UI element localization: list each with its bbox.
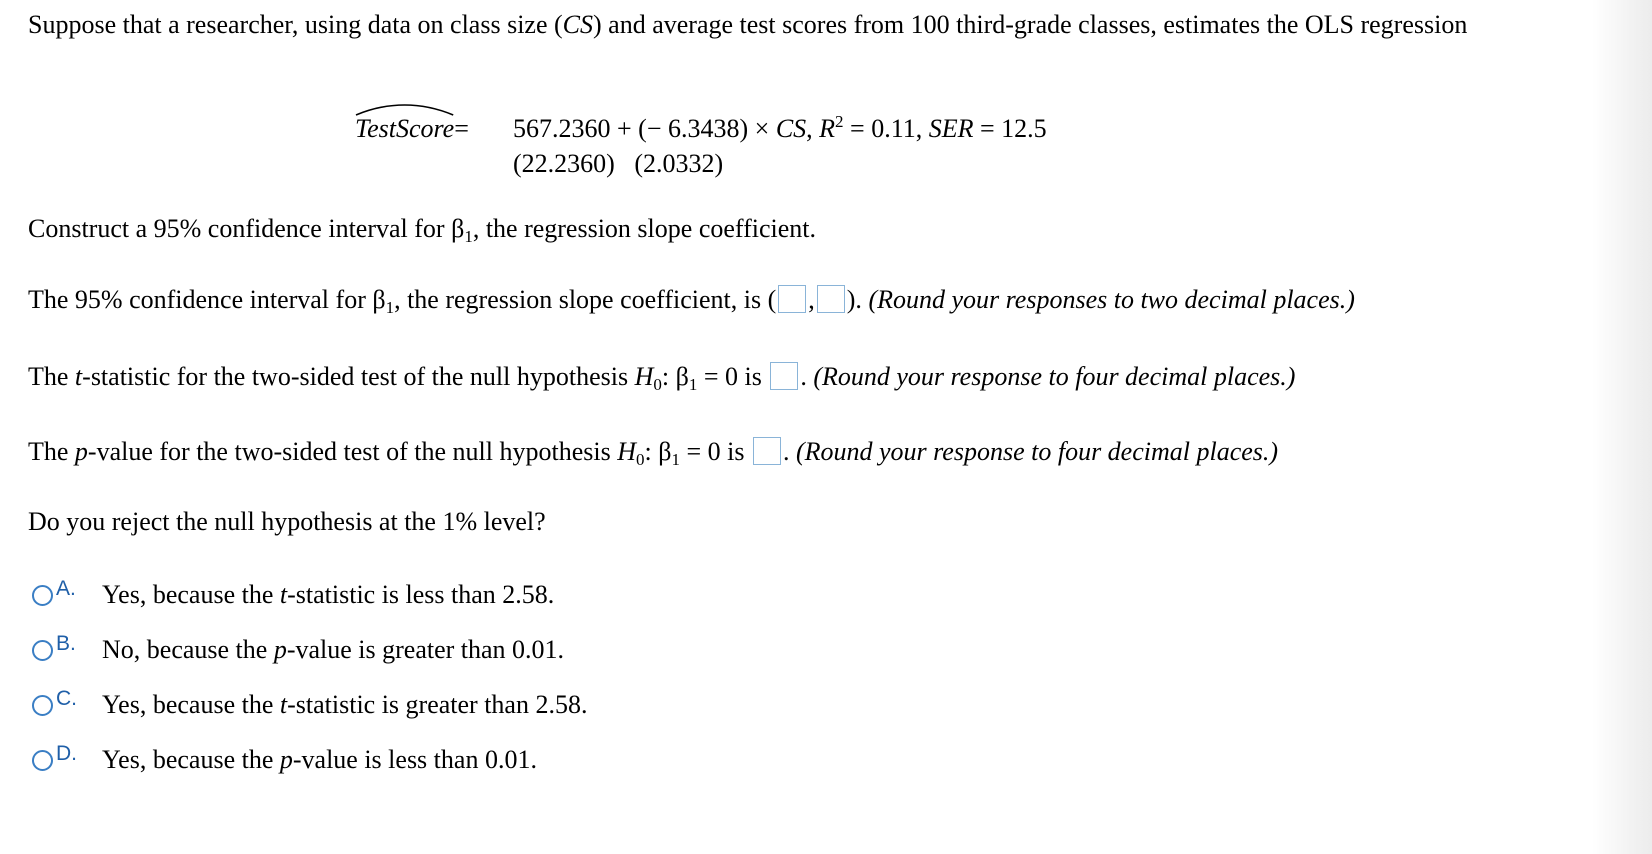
option-a-text-b: -statistic is less than 2.58. <box>287 580 555 609</box>
t-period: . <box>800 362 807 391</box>
ci-comma: , <box>808 285 815 314</box>
t-stat-question <box>28 362 1295 392</box>
r-label: R <box>819 114 836 143</box>
p-text-a: The <box>28 437 75 466</box>
option-c[interactable] <box>32 687 588 720</box>
p-ital: p <box>74 437 88 466</box>
p-h-sub: 0 <box>635 450 645 469</box>
testscore-hat <box>355 114 454 144</box>
p-text-d: = 0 is <box>679 437 745 466</box>
option-d[interactable] <box>32 742 537 775</box>
ci-text-a: The 95% confidence interval for β <box>28 285 386 314</box>
intro-text-a: Suppose that a researcher, using data on class size ( <box>28 10 563 39</box>
question-intro <box>28 8 1558 41</box>
construct-text-b: , the regression slope coefficient. <box>472 214 816 243</box>
option-b-radio[interactable] <box>32 640 53 661</box>
se-slope: (2.0332) <box>634 149 724 178</box>
option-b-text-a: No, because the <box>102 635 274 664</box>
page-scroll-gutter <box>1592 0 1652 854</box>
option-c-text-b: -statistic is greater than 2.58. <box>287 690 588 719</box>
ci-text-b: , the regression slope coefficient, is ( <box>394 285 777 314</box>
equals-sign: = <box>454 114 469 143</box>
construct-text-a: Construct a 95% confidence interval for β <box>28 214 465 243</box>
t-beta-sub: 1 <box>688 375 698 394</box>
option-d-radio[interactable] <box>32 750 53 771</box>
beta-sub: 1 <box>464 227 473 246</box>
ci-lower-input[interactable] <box>778 285 806 313</box>
option-c-text <box>102 690 587 720</box>
t-text-b: -statistic for the two-sided test of the null hypothesis <box>82 362 635 391</box>
reject-question: Do you reject the null hypothesis at the 1% level? <box>28 507 546 536</box>
option-a-radio[interactable] <box>32 585 53 606</box>
equation-cs: CS <box>775 114 807 143</box>
intercept-and-slope: 567.2360 + (− 6.3438) × <box>513 114 776 143</box>
ser-label: SER <box>928 114 974 143</box>
t-text-c: : β <box>661 362 689 391</box>
option-b-text <box>102 635 564 665</box>
question-content <box>28 8 1588 41</box>
ser-value: = 12.5 <box>973 114 1047 143</box>
option-c-radio[interactable] <box>32 695 53 716</box>
option-a-ital: t <box>279 580 288 609</box>
option-d-text <box>102 745 537 775</box>
r-squared-sup: 2 <box>835 112 844 131</box>
option-d-text-b: -value is less than 0.01. <box>292 745 537 774</box>
ci-question <box>28 285 1355 315</box>
se-intercept: (22.2360) <box>513 149 615 178</box>
option-b-ital: p <box>273 635 287 664</box>
p-text-b: -value for the two-sided test of the null hypothesis <box>87 437 618 466</box>
intro-text-b: ) and average test scores from 100 third-grade classes, estimates the OLS regression <box>593 10 1468 39</box>
r-value: = 0.11, <box>843 114 929 143</box>
p-period: . <box>782 437 790 466</box>
t-text-a: The <box>28 362 75 391</box>
t-h: H <box>634 362 654 391</box>
option-b[interactable] <box>32 632 565 665</box>
construct-instruction <box>28 214 816 244</box>
equation-rhs: 567.2360 + (− 6.3438) × CS, $R^2 = 0.11$, SER = 12.5 <box>513 112 1047 143</box>
option-d-text-a: Yes, because the <box>102 745 280 774</box>
t-stat-input[interactable] <box>770 362 798 390</box>
t-h-sub: 0 <box>653 375 662 394</box>
p-beta-sub: 1 <box>671 450 680 469</box>
t-text-d: = 0 is <box>697 362 762 391</box>
standard-errors <box>513 149 723 179</box>
option-b-letter: B. <box>56 632 76 655</box>
p-value-question <box>28 437 1278 467</box>
option-a-letter: A. <box>56 577 76 600</box>
option-c-ital: t <box>279 690 288 719</box>
hat-accent-icon <box>355 104 454 116</box>
p-value-input[interactable] <box>753 437 781 465</box>
option-c-letter: C. <box>56 687 77 710</box>
option-a-text-a: Yes, because the <box>102 580 280 609</box>
ci-close: ). <box>846 285 862 314</box>
intro-cs: CS <box>562 10 594 39</box>
option-d-ital: p <box>279 745 293 774</box>
equation-lhs <box>355 114 469 144</box>
p-text-c: : β <box>644 437 672 466</box>
option-b-text-b: -value is greater than 0.01. <box>286 635 565 664</box>
option-a[interactable] <box>32 577 555 610</box>
testscore-label: TestScore <box>355 114 455 143</box>
ci-upper-input[interactable] <box>817 285 845 313</box>
t-ital: t <box>74 362 83 391</box>
option-c-text-a: Yes, because the <box>102 690 280 719</box>
t-hint: (Round your response to four decimal places.) <box>813 362 1296 391</box>
p-h: H <box>617 437 636 466</box>
ci-hint: (Round your responses to two decimal places.) <box>868 285 1355 314</box>
p-hint: (Round your response to four decimal places.) <box>795 437 1279 466</box>
option-a-text <box>102 580 554 610</box>
option-d-letter: D. <box>56 742 77 765</box>
ci-beta-sub: 1 <box>385 298 395 317</box>
